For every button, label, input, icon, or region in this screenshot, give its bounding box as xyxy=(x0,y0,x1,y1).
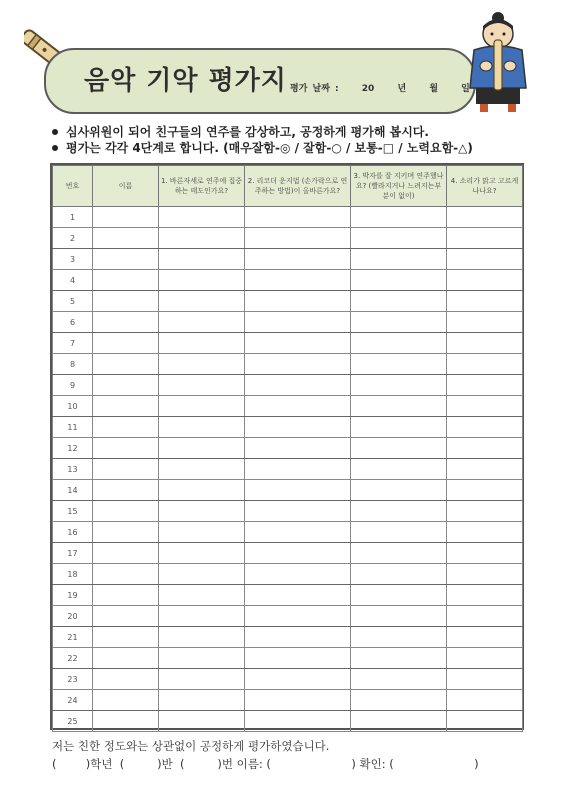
table-row xyxy=(53,690,523,711)
table-row xyxy=(53,522,523,543)
criterion-2-cell[interactable] xyxy=(245,249,351,270)
criterion-2-cell[interactable] xyxy=(245,543,351,564)
criterion-1-cell[interactable] xyxy=(159,438,245,459)
row-number: 19 xyxy=(53,585,93,606)
name-cell[interactable] xyxy=(93,207,159,228)
criterion-1-cell[interactable] xyxy=(159,396,245,417)
criterion-1-cell[interactable] xyxy=(159,711,245,732)
name-cell[interactable] xyxy=(93,291,159,312)
criterion-1-cell[interactable] xyxy=(159,459,245,480)
criterion-4-cell[interactable] xyxy=(447,207,523,228)
table-row xyxy=(53,228,523,249)
criterion-1-cell[interactable] xyxy=(159,249,245,270)
header-criterion-3: 3. 박자를 잘 지키며 연주했나요? (빨라지거나 느려지는부분이 없이) xyxy=(351,166,447,207)
criterion-2-cell[interactable] xyxy=(245,417,351,438)
criterion-2-cell[interactable] xyxy=(245,459,351,480)
name-cell[interactable] xyxy=(93,396,159,417)
row-number: 5 xyxy=(53,291,93,312)
row-number: 2 xyxy=(53,228,93,249)
criterion-2-cell[interactable] xyxy=(245,480,351,501)
table-row xyxy=(53,648,523,669)
criterion-2-cell[interactable] xyxy=(245,396,351,417)
name-cell[interactable] xyxy=(93,606,159,627)
criterion-1-cell[interactable] xyxy=(159,606,245,627)
name-cell[interactable] xyxy=(93,417,159,438)
row-number: 3 xyxy=(53,249,93,270)
criterion-1-cell[interactable] xyxy=(159,627,245,648)
table-row xyxy=(53,627,523,648)
row-number: 23 xyxy=(53,669,93,690)
name-cell[interactable] xyxy=(93,333,159,354)
table-row xyxy=(53,669,523,690)
criterion-3-cell[interactable] xyxy=(351,228,447,249)
criterion-2-cell[interactable] xyxy=(245,291,351,312)
criterion-4-cell[interactable] xyxy=(447,522,523,543)
criterion-3-cell[interactable] xyxy=(351,438,447,459)
criterion-4-cell[interactable] xyxy=(447,543,523,564)
table-row xyxy=(53,711,523,732)
child-playing-recorder-illustration xyxy=(456,10,536,114)
table-row xyxy=(53,270,523,291)
table-row xyxy=(53,438,523,459)
name-cell[interactable] xyxy=(93,711,159,732)
row-number: 11 xyxy=(53,417,93,438)
criterion-1-cell[interactable] xyxy=(159,270,245,291)
criterion-2-cell[interactable] xyxy=(245,669,351,690)
criterion-1-cell[interactable] xyxy=(159,354,245,375)
name-cell[interactable] xyxy=(93,354,159,375)
table-row xyxy=(53,291,523,312)
criterion-4-cell[interactable] xyxy=(447,291,523,312)
row-number: 12 xyxy=(53,438,93,459)
name-cell[interactable] xyxy=(93,375,159,396)
criterion-4-cell[interactable] xyxy=(447,648,523,669)
row-number: 24 xyxy=(53,690,93,711)
criterion-4-cell[interactable] xyxy=(447,501,523,522)
bullet-icon xyxy=(52,145,58,151)
row-number: 21 xyxy=(53,627,93,648)
table-row xyxy=(53,480,523,501)
header-criterion-2: 2. 리코더 운지법 (손가락으로 연주하는 방법)이 올바른가요? xyxy=(245,166,351,207)
criterion-2-cell[interactable] xyxy=(245,270,351,291)
evaluation-table xyxy=(50,163,524,730)
criterion-3-cell[interactable] xyxy=(351,606,447,627)
header-name: 이름 xyxy=(93,166,159,207)
criterion-2-cell[interactable] xyxy=(245,585,351,606)
criterion-1-cell[interactable] xyxy=(159,228,245,249)
criterion-2-cell[interactable] xyxy=(245,228,351,249)
name-cell[interactable] xyxy=(93,627,159,648)
day-unit: 일 xyxy=(461,84,470,94)
criterion-3-cell[interactable] xyxy=(351,354,447,375)
name-cell[interactable] xyxy=(93,312,159,333)
criterion-1-cell[interactable] xyxy=(159,522,245,543)
name-cell[interactable] xyxy=(93,249,159,270)
instruction-item: 심사위원이 되어 친구들의 연주를 감상하고, 공정하게 평가해 봅시다. xyxy=(52,124,473,140)
criterion-4-cell[interactable] xyxy=(447,312,523,333)
criterion-3-cell[interactable] xyxy=(351,375,447,396)
row-number: 1 xyxy=(53,207,93,228)
criterion-4-cell[interactable] xyxy=(447,375,523,396)
criterion-3-cell[interactable] xyxy=(351,711,447,732)
criterion-3-cell[interactable] xyxy=(351,459,447,480)
criterion-2-cell[interactable] xyxy=(245,333,351,354)
criterion-4-cell[interactable] xyxy=(447,606,523,627)
name-cell[interactable] xyxy=(93,228,159,249)
table-row xyxy=(53,417,523,438)
criterion-1-cell[interactable] xyxy=(159,501,245,522)
criterion-4-cell[interactable] xyxy=(447,711,523,732)
table-row xyxy=(53,312,523,333)
criterion-4-cell[interactable] xyxy=(447,585,523,606)
criterion-4-cell[interactable] xyxy=(447,459,523,480)
table-row xyxy=(53,606,523,627)
criterion-3-cell[interactable] xyxy=(351,648,447,669)
instruction-item: 평가는 각각 4단계로 합니다. (매우잘함-◎ / 잘함-○ / 보통-□ / 노력요함-△) xyxy=(52,140,473,156)
criterion-3-cell[interactable] xyxy=(351,585,447,606)
criterion-4-cell[interactable] xyxy=(447,396,523,417)
name-cell[interactable] xyxy=(93,690,159,711)
row-number: 16 xyxy=(53,522,93,543)
table-row xyxy=(53,459,523,480)
name-cell[interactable] xyxy=(93,522,159,543)
criterion-4-cell[interactable] xyxy=(447,249,523,270)
row-number: 7 xyxy=(53,333,93,354)
criterion-4-cell[interactable] xyxy=(447,669,523,690)
criterion-3-cell[interactable] xyxy=(351,207,447,228)
row-number: 4 xyxy=(53,270,93,291)
criterion-2-cell[interactable] xyxy=(245,711,351,732)
criterion-4-cell[interactable] xyxy=(447,228,523,249)
signature-line: ( )학년 ( )반 ( )번 이름: ( ) 확인: ( ) xyxy=(52,757,479,771)
criterion-3-cell[interactable] xyxy=(351,543,447,564)
table-row xyxy=(53,333,523,354)
row-number: 18 xyxy=(53,564,93,585)
criterion-2-cell[interactable] xyxy=(245,312,351,333)
name-cell[interactable] xyxy=(93,585,159,606)
criterion-4-cell[interactable] xyxy=(447,417,523,438)
criterion-3-cell[interactable] xyxy=(351,333,447,354)
row-number: 8 xyxy=(53,354,93,375)
criterion-2-cell[interactable] xyxy=(245,354,351,375)
criterion-3-cell[interactable] xyxy=(351,270,447,291)
criterion-1-cell[interactable] xyxy=(159,585,245,606)
name-cell[interactable] xyxy=(93,270,159,291)
fairness-pledge: 저는 친한 정도와는 상관없이 공정하게 평가하였습니다. xyxy=(52,739,330,753)
table-row xyxy=(53,396,523,417)
name-cell[interactable] xyxy=(93,669,159,690)
month-unit: 월 xyxy=(429,84,439,94)
table-row xyxy=(53,564,523,585)
table-header-row xyxy=(53,166,523,207)
criterion-4-cell[interactable] xyxy=(447,690,523,711)
criterion-3-cell[interactable] xyxy=(351,312,447,333)
table-row xyxy=(53,354,523,375)
row-number: 13 xyxy=(53,459,93,480)
criterion-3-cell[interactable] xyxy=(351,669,447,690)
date-label: 평가 날짜 : xyxy=(290,84,339,94)
criterion-2-cell[interactable] xyxy=(245,627,351,648)
instructions xyxy=(52,124,473,156)
criterion-2-cell[interactable] xyxy=(245,564,351,585)
criterion-4-cell[interactable] xyxy=(447,564,523,585)
name-cell[interactable] xyxy=(93,459,159,480)
criterion-4-cell[interactable] xyxy=(447,438,523,459)
criterion-1-cell[interactable] xyxy=(159,480,245,501)
year-unit: 년 xyxy=(397,84,407,94)
criterion-4-cell[interactable] xyxy=(447,354,523,375)
criterion-3-cell[interactable] xyxy=(351,564,447,585)
criterion-4-cell[interactable] xyxy=(447,333,523,354)
criterion-3-cell[interactable] xyxy=(351,501,447,522)
criterion-4-cell[interactable] xyxy=(447,270,523,291)
criterion-2-cell[interactable] xyxy=(245,375,351,396)
bullet-icon xyxy=(52,129,58,135)
row-number: 15 xyxy=(53,501,93,522)
criterion-2-cell[interactable] xyxy=(245,648,351,669)
header-criterion-1: 1. 바른자세로 연주에 집중하는 태도인가요? xyxy=(159,166,245,207)
table-row xyxy=(53,375,523,396)
name-cell[interactable] xyxy=(93,564,159,585)
criterion-3-cell[interactable] xyxy=(351,522,447,543)
name-cell[interactable] xyxy=(93,543,159,564)
criterion-2-cell[interactable] xyxy=(245,438,351,459)
criterion-3-cell[interactable] xyxy=(351,291,447,312)
row-number: 10 xyxy=(53,396,93,417)
row-number: 6 xyxy=(53,312,93,333)
criterion-1-cell[interactable] xyxy=(159,690,245,711)
header-criterion-4: 4. 소리가 맑고 고르게 나나요? xyxy=(447,166,523,207)
name-cell[interactable] xyxy=(93,501,159,522)
name-cell[interactable] xyxy=(93,438,159,459)
criterion-2-cell[interactable] xyxy=(245,606,351,627)
row-number: 20 xyxy=(53,606,93,627)
criterion-2-cell[interactable] xyxy=(245,690,351,711)
row-number: 25 xyxy=(53,711,93,732)
table-row xyxy=(53,249,523,270)
criterion-1-cell[interactable] xyxy=(159,669,245,690)
criterion-3-cell[interactable] xyxy=(351,396,447,417)
page-title: 음악 기악 평가지 xyxy=(84,66,287,96)
criterion-4-cell[interactable] xyxy=(447,480,523,501)
criterion-3-cell[interactable] xyxy=(351,417,447,438)
table-row xyxy=(53,207,523,228)
criterion-1-cell[interactable] xyxy=(159,207,245,228)
table-row xyxy=(53,543,523,564)
row-number: 14 xyxy=(53,480,93,501)
criterion-2-cell[interactable] xyxy=(245,207,351,228)
criterion-4-cell[interactable] xyxy=(447,627,523,648)
row-number: 22 xyxy=(53,648,93,669)
criterion-3-cell[interactable] xyxy=(351,480,447,501)
criterion-1-cell[interactable] xyxy=(159,291,245,312)
table-row xyxy=(53,585,523,606)
criterion-2-cell[interactable] xyxy=(245,501,351,522)
criterion-1-cell[interactable] xyxy=(159,417,245,438)
criterion-2-cell[interactable] xyxy=(245,522,351,543)
criterion-3-cell[interactable] xyxy=(351,627,447,648)
criterion-3-cell[interactable] xyxy=(351,690,447,711)
criterion-1-cell[interactable] xyxy=(159,648,245,669)
header-number: 번호 xyxy=(53,166,93,207)
criterion-1-cell[interactable] xyxy=(159,375,245,396)
row-number: 17 xyxy=(53,543,93,564)
name-cell[interactable] xyxy=(93,480,159,501)
criterion-1-cell[interactable] xyxy=(159,312,245,333)
table-row xyxy=(53,501,523,522)
name-cell[interactable] xyxy=(93,648,159,669)
date-year-prefix: 20 xyxy=(361,84,375,94)
criterion-1-cell[interactable] xyxy=(159,564,245,585)
criterion-1-cell[interactable] xyxy=(159,543,245,564)
criterion-1-cell[interactable] xyxy=(159,333,245,354)
criterion-3-cell[interactable] xyxy=(351,249,447,270)
row-number: 9 xyxy=(53,375,93,396)
